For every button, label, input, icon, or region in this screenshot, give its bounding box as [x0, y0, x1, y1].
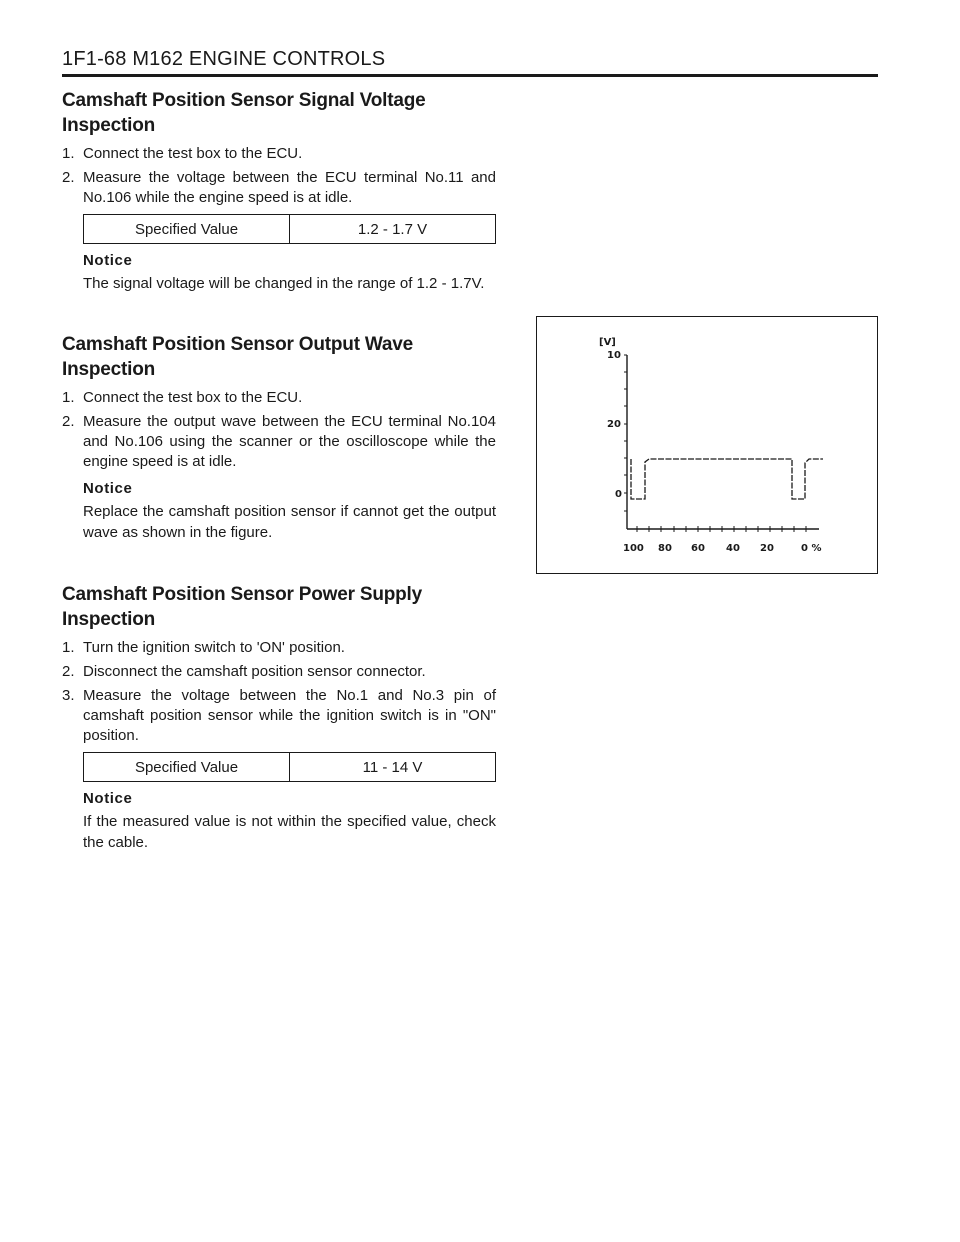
section-heading: [62, 582, 496, 632]
unit-label: [V]: [599, 337, 616, 348]
x-tick-label: 80: [658, 543, 672, 554]
step-item: [62, 144, 496, 164]
x-tick-label: 0 %: [801, 543, 822, 554]
section-output-wave: [62, 332, 496, 543]
step-number: 1.: [62, 145, 75, 162]
heading-line-2: Inspection: [62, 609, 156, 630]
x-tick-label: 60: [691, 543, 705, 554]
step-text: Measure the voltage between the ECU terminal No.11 and No.106 while the engine speed is at idle.: [83, 169, 496, 206]
section-heading: [62, 332, 496, 382]
notice-title: Notice: [83, 790, 133, 807]
output-wave-figure: [536, 316, 878, 574]
x-tick-label: 20: [760, 543, 774, 554]
step-list: [62, 638, 496, 746]
waveform-line: [631, 459, 823, 499]
spec-label: Specified Value: [84, 753, 290, 781]
section-power-supply: [62, 582, 496, 853]
step-list: [62, 144, 496, 208]
spec-table: [83, 752, 496, 782]
step-item: [62, 388, 496, 408]
step-text: Measure the output wave between the ECU terminal No.104 and No.106 using the scanner or the oscilloscope while the engine speed is at idle.: [83, 413, 496, 470]
step-item: [62, 686, 496, 746]
step-text: Connect the test box to the ECU.: [83, 145, 303, 162]
spec-label: Specified Value: [84, 215, 290, 243]
y-tick-label: 0: [615, 489, 622, 500]
notice-text: The signal voltage will be changed in the range of 1.2 - 1.7V.: [83, 275, 485, 292]
step-item: [62, 638, 496, 658]
section-heading: [62, 88, 496, 138]
step-text: Measure the voltage between the No.1 and No.3 pin of camshaft position sensor while the ignition switch is in "ON" position.: [83, 687, 496, 744]
notice-text: Replace the camshaft position sensor if cannot get the output wave as shown in the figure.: [83, 503, 496, 541]
notice-text: If the measured value is not within the specified value, check the cable.: [83, 813, 496, 851]
notice-title: Notice: [83, 252, 133, 269]
x-tick-label: 40: [726, 543, 740, 554]
step-text: Turn the ignition switch to 'ON' position.: [83, 639, 345, 656]
page-header-title: 1F1-68 M162 ENGINE CONTROLS: [62, 48, 386, 70]
step-number: 2.: [62, 663, 75, 680]
step-number: 2.: [62, 413, 75, 430]
y-tick-label: 20: [607, 419, 621, 430]
step-text: Disconnect the camshaft position sensor connector.: [83, 663, 426, 680]
heading-line-2: Inspection: [62, 359, 156, 380]
step-item: [62, 662, 496, 682]
page-header: [62, 46, 878, 77]
x-tick-label: 100: [623, 543, 644, 554]
step-number: 3.: [62, 687, 75, 704]
section-signal-voltage: [62, 88, 496, 294]
step-number: 2.: [62, 169, 75, 186]
spec-value: 1.2 - 1.7 V: [357, 220, 428, 238]
heading-line-1: Camshaft Position Sensor Power Supply: [62, 584, 423, 605]
notice-title: Notice: [83, 480, 133, 497]
step-list: [62, 388, 496, 472]
step-item: [62, 168, 496, 208]
heading-line-1: Camshaft Position Sensor Signal Voltage: [62, 90, 426, 111]
output-wave-plot: [537, 317, 879, 575]
y-tick-label: 10: [607, 350, 621, 361]
heading-line-2: Inspection: [62, 115, 156, 136]
step-number: 1.: [62, 389, 75, 406]
step-text: Connect the test box to the ECU.: [83, 389, 303, 406]
spec-table: [83, 214, 496, 244]
heading-line-1: Camshaft Position Sensor Output Wave: [62, 334, 414, 355]
step-item: [62, 412, 496, 472]
spec-value: 11 - 14 V: [362, 758, 423, 776]
step-number: 1.: [62, 639, 75, 656]
